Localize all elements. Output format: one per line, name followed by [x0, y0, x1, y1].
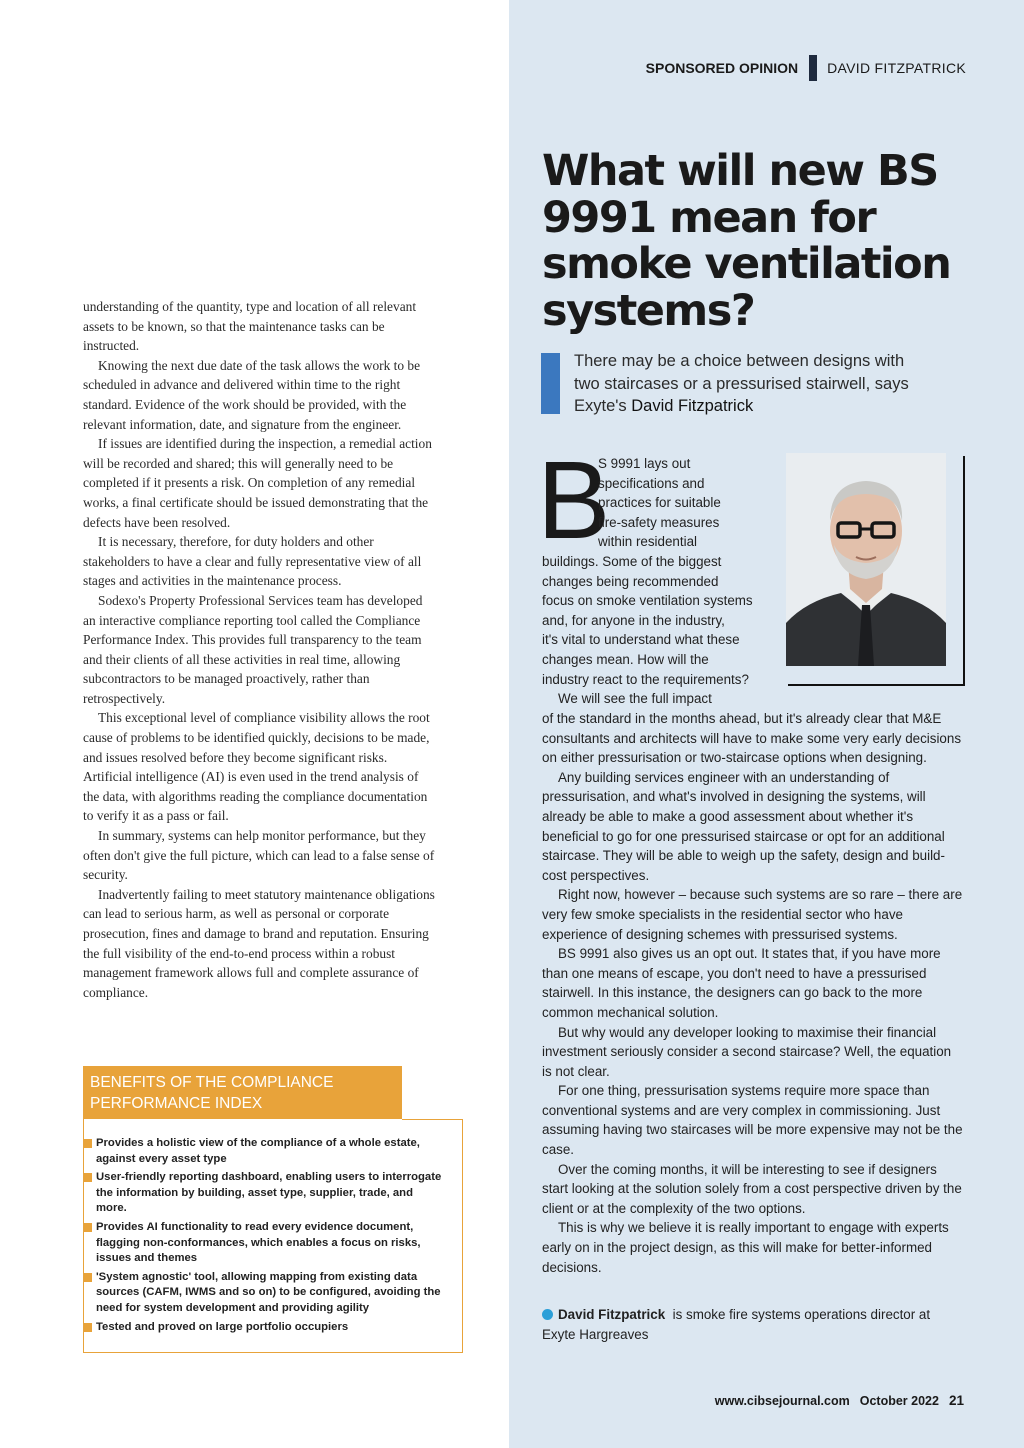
standfirst-author: David Fitzpatrick [631, 397, 754, 415]
left-paragraph: If issues are identified during the inspection, a remedial action will be recorded and shared; this will generally need to be completed if it presents a risk. On completion of any remedial works, a final certificate should be issued demonstrating that the defects have been resolved. [83, 436, 432, 530]
article-title: What will new BS 9991 mean for smoke ventilation systems? [542, 146, 951, 336]
author-photo [786, 453, 946, 666]
intro-line: and, for anyone in the industry, [542, 612, 725, 628]
left-paragraph: Sodexo's Property Professional Services team has developed an interactive compliance reporting tool called the Compliance Performance Index. This provides full transparency to the team and their clients of all these activities in real time, allowing subcontractors to be managed proactively, rather than retrospectively. [83, 592, 423, 706]
benefit-item [83, 1320, 443, 1336]
body-paragraph: For one thing, pressurisation systems require more space than conventional systems and are very complex in commissioning. Just assuming having two staircases will be more expensive may not be the case. [542, 1083, 963, 1158]
intro-line: practices for suitable [598, 495, 721, 511]
left-paragraph: This exceptional level of compliance visibility allows the root cause of problems to be identified quickly, decisions to be made, and issues resolved before they become significant risks. Artificial intelligence (AI) is even used in the trend analysis of the data, with algorithms reading the compliance documentation to verify it as a pass or fail. [83, 710, 430, 824]
intro-line: fire-safety measures [598, 514, 720, 530]
left-paragraph: Knowing the next due date of the task allows the work to be scheduled in advance and delivered within time to the right standard. Evidence of the work should be provided, with the relevant information, date, and signature from the engineer. [83, 357, 421, 432]
body-paragraph: But why would any developer looking to maximise their financial investment seriously consider a second staircase? Well, the equation is not clear. [542, 1024, 952, 1079]
kicker-divider [809, 55, 817, 81]
body-paragraph: BS 9991 also gives us an opt out. It states that, if you have more than one means of escape, you don't need to have a pressurised stairwell. In this instance, the designers can go back to the more common mechanical solution. [542, 946, 941, 1020]
benefit-text: User-friendly reporting dashboard, enabling users to interrogate the information by building, asset type, supplier, trade, and more. [96, 1171, 442, 1215]
intro-line: buildings. Some of the biggest [542, 554, 722, 569]
body-paragraph: of the standard in the months ahead, but it's already clear that M&E consultants and architects will have to make some very early decisions on either pressurisation or two-staircase options when designing. [542, 711, 962, 766]
intro-line: it's vital to understand what these [542, 632, 740, 648]
intro-lines-narrow [598, 454, 778, 552]
body-paragraph: Over the coming months, it will be interesting to see if designers start looking at the solution solely from a cost perspective driven by the client or at the complexity of the two options. [542, 1161, 962, 1216]
benefit-text: 'System agnostic' tool, allowing mapping from existing data sources (CAFM, IWMS and so on) to be configured, avoiding the need for system development and providing agility [96, 1270, 441, 1314]
section-label: SPONSORED OPINION [645, 60, 799, 76]
benefit-item [83, 1136, 443, 1167]
benefit-text: Provides a holistic view of the compliance of a whole estate, against every asset type [96, 1137, 420, 1165]
left-paragraph: Inadvertently failing to meet statutory maintenance obligations can lead to serious harm, as well as personal or corporate prosecution, fines and damage to brand and reputation. Ensuring the full visibility of the end-to-end process within a robust management framework allows full and complete assurance of compliance. [83, 886, 435, 1000]
article-body [542, 709, 963, 1277]
benefit-item [83, 1170, 443, 1217]
body-paragraph: This is why we believe it is really important to engage with experts early on in the project design, as this will make for better-informed decisions. [542, 1220, 949, 1275]
left-column-text [83, 297, 435, 1002]
orange-square-bullet-icon [83, 1173, 92, 1182]
footer-issue: October 2022 [859, 1394, 939, 1408]
section-kicker [646, 55, 966, 81]
author-portrait-image [786, 453, 946, 666]
benefits-box-title: BENEFITS OF THE COMPLIANCE PERFORMANCE INDEX [83, 1066, 402, 1119]
benefits-box-frame-top [402, 1119, 463, 1120]
intro-lines-wide [542, 552, 782, 709]
left-paragraph: understanding of the quantity, type and location of all relevant assets to be known, so that the maintenance tasks can be instructed. [83, 299, 417, 354]
blue-dot-icon [542, 1309, 553, 1320]
benefit-text: Provides AI functionality to read every evidence document, flagging non-conformances, which enables a focus on risks, issues and themes [96, 1220, 421, 1265]
orange-square-bullet-icon [83, 1273, 92, 1282]
intro-line: focus on smoke ventilation systems [542, 593, 753, 609]
left-paragraph: It is necessary, therefore, for duty holders and other stakeholders to have a clear and fully representative view of all stages and activities in the maintenance process. [83, 534, 422, 589]
standfirst-text: There may be a choice between designs with two staircases or a pressurised stairwell, says Exyte's [574, 352, 909, 415]
body-paragraph: Any building services engineer with an understanding of pressurisation, and what's involved in designing the systems, will already be able to make a good assessment about whether it's beneficial to go for one pressurised staircase or opt for an additional staircase. They will be able to weigh up the safety, design and build-cost perspectives. [542, 769, 945, 883]
benefit-text: Tested and proved on large portfolio occupiers [96, 1320, 349, 1333]
benefits-list [83, 1136, 443, 1338]
bio-name: David Fitzpatrick [558, 1307, 666, 1322]
left-paragraph: In summary, systems can help monitor performance, but they often don't give the full picture, which can lead to a false sense of security. [83, 828, 435, 883]
orange-square-bullet-icon [83, 1323, 92, 1332]
intro-line: changes being recommended [542, 573, 719, 589]
benefit-item [83, 1270, 443, 1317]
standfirst-accent-bar [541, 353, 560, 414]
benefit-item [83, 1220, 443, 1267]
intro-line: industry react to the requirements? [542, 671, 749, 687]
intro-line: We will see the full impact [558, 691, 712, 707]
bio-text: is smoke fire systems operations director at Exyte Hargreaves [542, 1307, 931, 1342]
orange-square-bullet-icon [83, 1223, 92, 1232]
orange-square-bullet-icon [83, 1139, 92, 1148]
kicker-author: DAVID FITZPATRICK [827, 60, 966, 76]
standfirst [574, 350, 934, 418]
intro-line: S 9991 lays out [598, 456, 691, 471]
drop-cap: B [537, 439, 611, 562]
intro-line: changes mean. How will the [542, 651, 709, 667]
intro-line: specifications and [598, 475, 705, 491]
body-paragraph: Right now, however – because such systems are so rare – there are very few smoke specialists in the residential sector who have experience of designing schemes with pressurised systems. [542, 887, 963, 942]
intro-line: within residential [598, 534, 697, 550]
author-bio [542, 1305, 962, 1344]
page-number: 21 [948, 1393, 964, 1408]
footer-url[interactable]: www.cibsejournal.com [714, 1394, 850, 1408]
page-footer [715, 1393, 964, 1408]
